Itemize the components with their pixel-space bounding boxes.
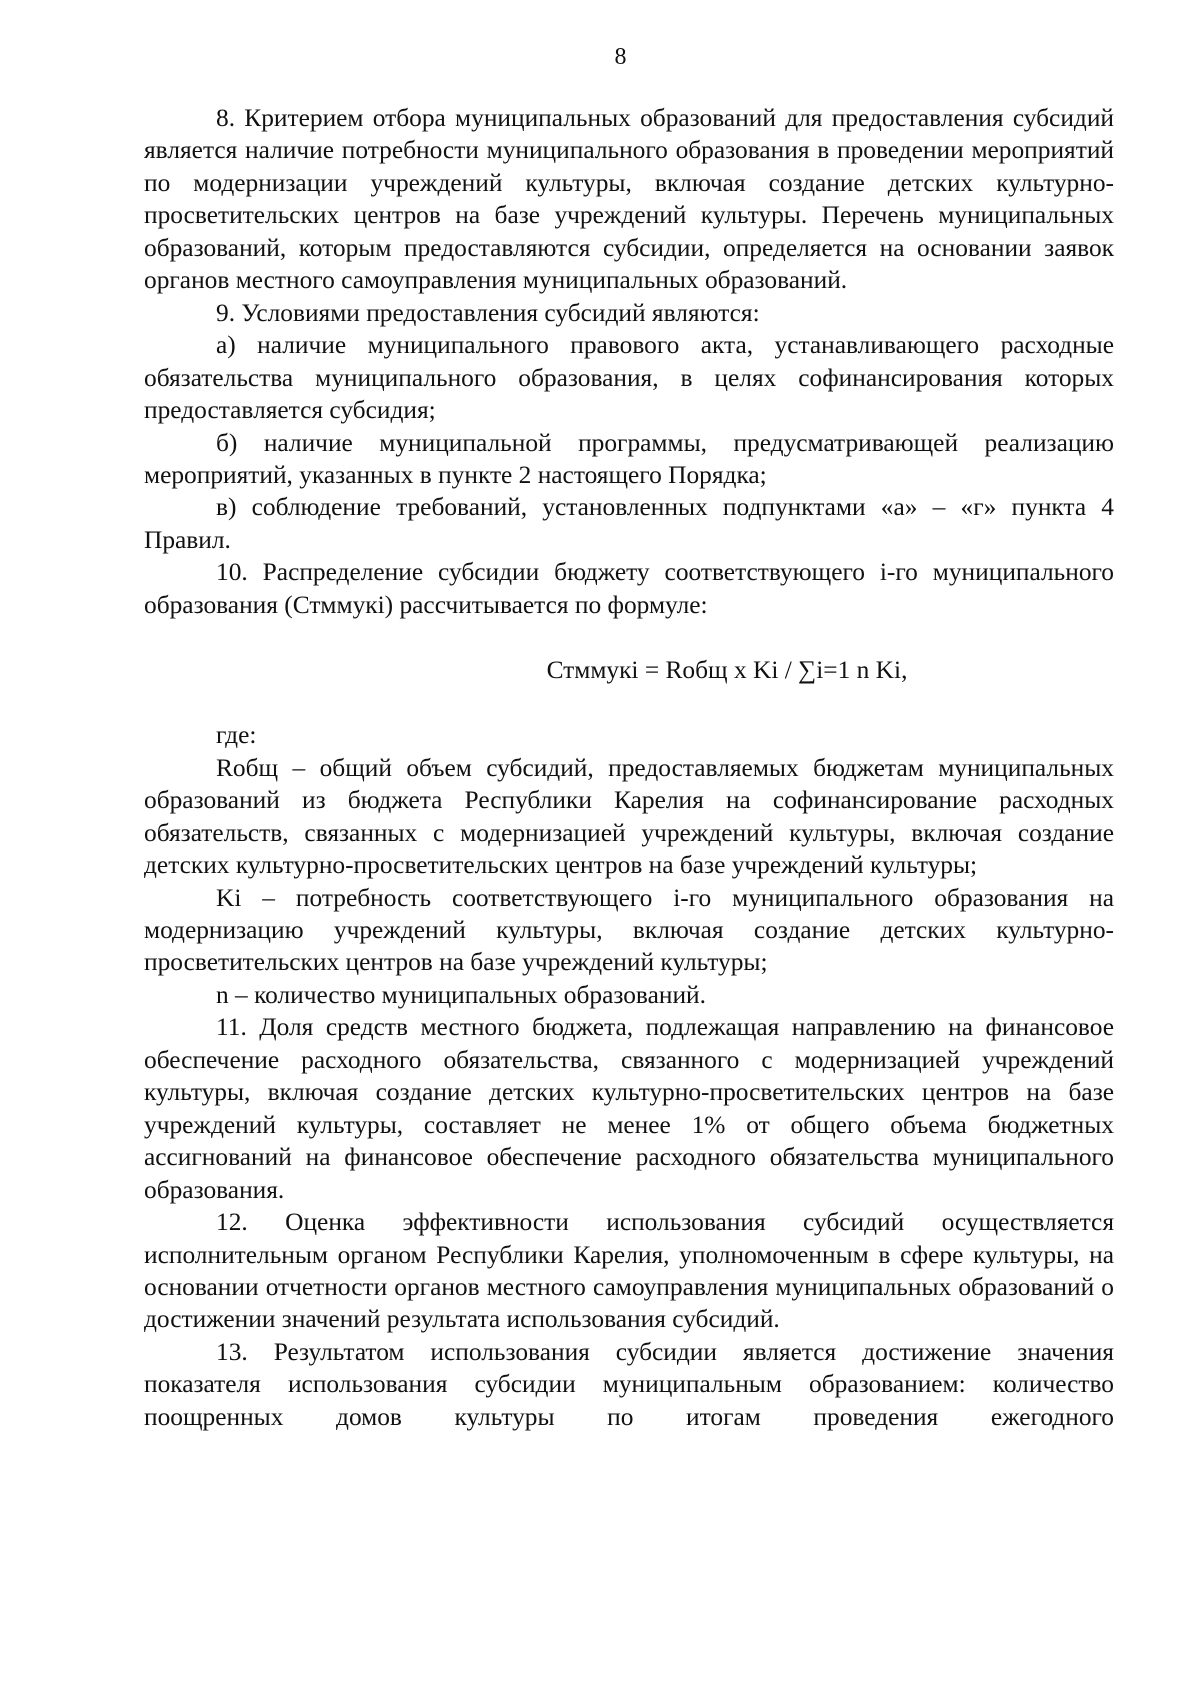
paragraph-13: 13. Результатом использования субсидии является достижение значения показателя использования субсидии муниципальным образованием: количество поощренных домов культуры по итогам проведения ежегодного bbox=[144, 1337, 1114, 1431]
paragraph-9b: б) наличие муниципальной программы, предусматривающей реализацию мероприятий, указанных в пункте 2 настоящего Порядка; bbox=[144, 428, 1114, 489]
distribution-formula: Стммукi = Rобщ x Ki / ∑i=1 n Ki, bbox=[546, 656, 908, 685]
paragraph-11: 11. Доля средств местного бюджета, подлежащая направлению на финансовое обеспечение расходного обязательства, связанного с модернизацией учреждений культуры, включая создание детских культурно-просветительских центров на базе учреждений культуры, составляет не менее 1% от общего объема бюджетных ассигнований на финансовое обеспечение расходного обязательства муниципального образования. bbox=[144, 1013, 1114, 1204]
paragraph-8: 8. Критерием отбора муниципальных образований для предоставления субсидий является наличие потребности муниципального образования в проведении мероприятий по модернизации учреждений культуры, включая создание детских культурно-просветительских центров на базе учреждений культуры. Перечень муниципальных образований, которым предоставляются субсидии, определяется на основании заявок органов местного самоуправления муниципальных образований. bbox=[144, 104, 1114, 295]
paragraph-9a: а) наличие муниципального правового акта, устанавливающего расходные обязательства муниципального образования, в целях софинансирования которых предоставляется субсидия; bbox=[144, 331, 1114, 425]
paragraph-12: 12. Оценка эффективности использования субсидий осуществляется исполнительным органом Республики Карелия, уполномоченным в сфере культуры, на основании отчетности органов местного самоуправления муниципальных образований о достижении значений результата использования субсидий. bbox=[144, 1208, 1114, 1334]
document-body bbox=[144, 102, 1114, 1433]
paragraph-10: 10. Распределение субсидии бюджету соответствующего i-го муниципального образования (Стммукi) рассчитывается по формуле: bbox=[144, 558, 1114, 619]
where-label: где: bbox=[216, 721, 257, 750]
paragraph-9c: в) соблюдение требований, установленных подпунктами «а» – «г» пункта 4 Правил. bbox=[144, 493, 1114, 554]
definition-r-total: Rобщ – общий объем субсидий, предоставляемых бюджетам муниципальных образований из бюджета Республики Карелия на софинансирование расходных обязательств, связанных с модернизацией учреждений культуры, включая создание детских культурно-просветительских центров на базе учреждений культуры; bbox=[144, 753, 1114, 880]
page-number: 8 bbox=[614, 44, 627, 70]
definition-n: n – количество муниципальных образований. bbox=[216, 980, 706, 1009]
definition-ki: Ki – потребность соответствующего i-го муниципального образования на модернизацию учреждений культуры, включая создание детских культурно-просветительских центров на базе учреждений культуры; bbox=[144, 883, 1114, 977]
paragraph-9: 9. Условиями предоставления субсидий являются: bbox=[216, 298, 760, 327]
